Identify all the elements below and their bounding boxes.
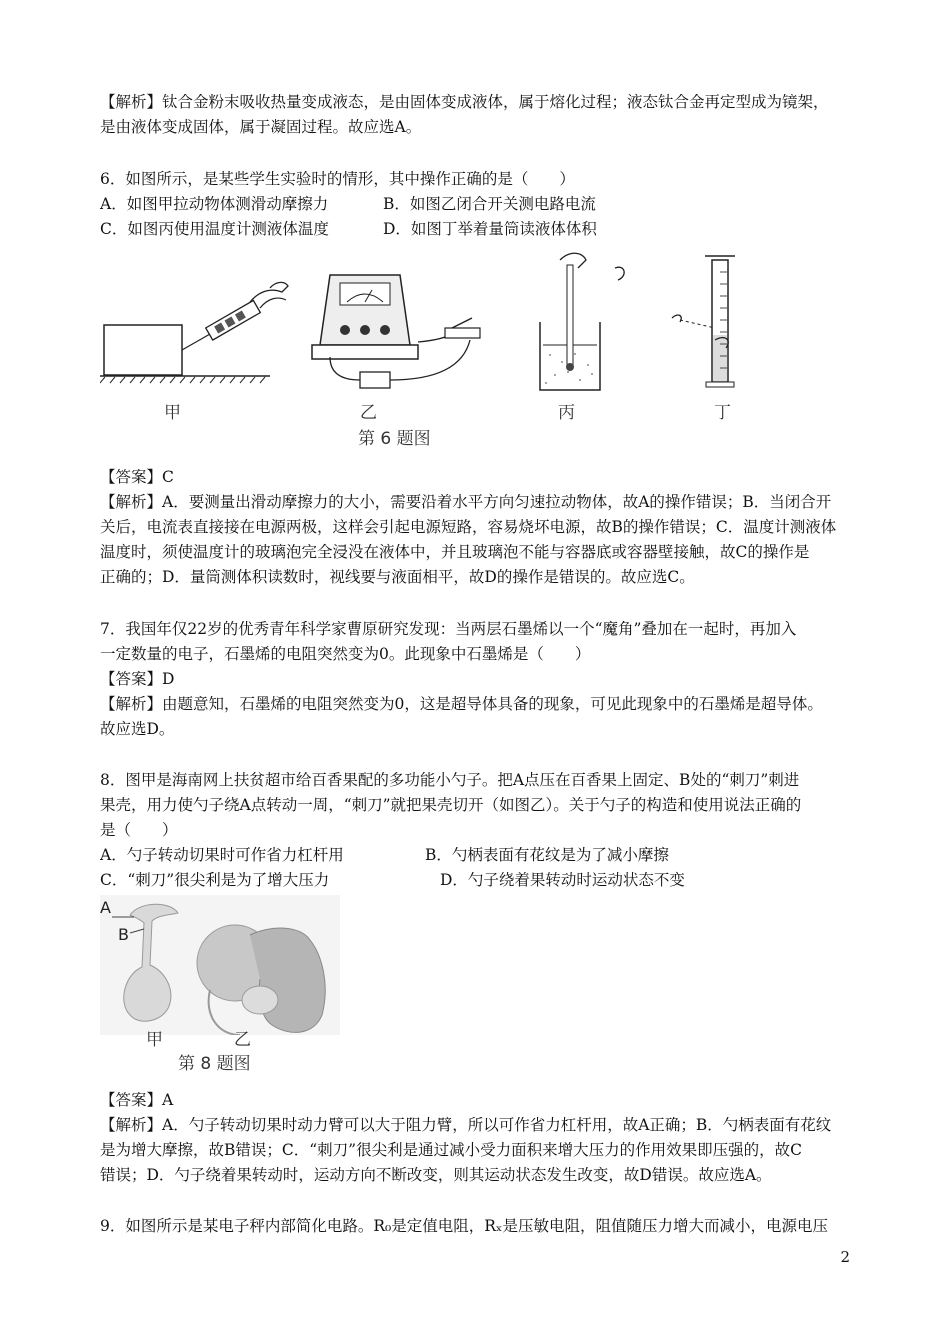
q8-analysis-line2: 是为增大摩擦，故B错误；C．“刺刀”很尖利是通过减小受力面积来增大压力的作用效果即压强的，故C — [100, 1141, 802, 1159]
q8-stem-line1: 8．图甲是海南网上扶贫超市给百香果配的多功能小勺子。把A点压在百香果上固定、B处的“刺刀”刺进 — [100, 771, 800, 789]
q8-figure — [100, 895, 340, 1075]
q6-answer: 【答案】C — [100, 468, 174, 486]
q6-option-c: C．如图丙使用温度计测液体温度 — [100, 220, 329, 238]
fig8-point-b-label: B — [118, 925, 129, 944]
q8-analysis-line1: 【解析】A．勺子转动切果时动力臂可以大于阻力臂，所以可作省力杠杆用，故A正确；B．勺柄表面有花纹 — [100, 1116, 832, 1134]
q9-stem-line1: 9．如图所示是某电子秤内部简化电路。R₀是定值电阻，Rₓ是压敏电阻，阻值随压力增大而减小，电源电压 — [100, 1217, 828, 1235]
q8-option-c: C．“刺刀”很尖利是为了增大压力 — [100, 871, 330, 889]
q6-figure — [100, 250, 740, 450]
q6-analysis-line3: 温度时，须使温度计的玻璃泡完全浸没在液体中，并且玻璃泡不能与容器底或容器壁接触，故C的操作是 — [100, 543, 810, 561]
fig-bing-drawing — [540, 253, 624, 390]
q8-option-a: A．勺子转动切果时可作省力杠杆用 — [100, 846, 344, 864]
q8-analysis-line3: 错误；D．勺子绕着果转动时，运动方向不断改变，则其运动状态发生改变，故D错误。故应选A。 — [100, 1166, 772, 1184]
q8-answer: 【答案】A — [100, 1091, 174, 1109]
q8-figure-caption: 第 8 题图 — [178, 1054, 251, 1074]
q6-figure-caption: 第 6 题图 — [358, 429, 431, 449]
q6-option-d: D．如图丁举着量筒读液体体积 — [383, 220, 597, 238]
q5-analysis-line1: 【解析】钛合金粉末吸收热量变成液态，是由固体变成液体，属于熔化过程；液态钛合金再定型成为镜架， — [100, 93, 829, 111]
fig8-label-yi: 乙 — [234, 1030, 251, 1050]
q6-analysis-line4: 正确的；D．量筒测体积读数时，视线要与液面相平，故D的操作是错误的。故应选C。 — [100, 568, 695, 586]
fig-label-yi: 乙 — [360, 403, 377, 423]
fig-label-ding: 丁 — [714, 403, 731, 423]
fig-yi-drawing — [312, 275, 480, 388]
fig8-point-a-label: A — [100, 898, 111, 917]
q6-analysis-line1: 【解析】A．要测量出滑动摩擦力的大小，需要沿着水平方向匀速拉动物体，故A的操作错误；B．当闭合开 — [100, 493, 832, 511]
fig-label-bing: 丙 — [558, 403, 575, 423]
q5-analysis-line2: 是由液体变成固体，属于凝固过程。故应选A。 — [100, 118, 422, 136]
q7-analysis-line2: 故应选D。 — [100, 720, 175, 738]
q6-option-a: A．如图甲拉动物体测滑动摩擦力 — [100, 195, 329, 213]
q6-option-b: B．如图乙闭合开关测电路电流 — [383, 195, 596, 213]
fig-jia-drawing — [100, 282, 288, 383]
q7-analysis-line1: 【解析】由题意知，石墨烯的电阻突然变为0，这是超导体具备的现象，可见此现象中的石墨烯是超导体。 — [100, 695, 823, 713]
q6-stem: 6．如图所示，是某些学生实验时的情形，其中操作正确的是（ ） — [100, 170, 575, 188]
q8-option-d: D．勺子绕着果转动时运动状态不变 — [440, 871, 685, 889]
q7-answer: 【答案】D — [100, 670, 175, 688]
q7-stem-line2: 一定数量的电子，石墨烯的电阻突然变为0。此现象中石墨烯是（ ） — [100, 645, 591, 663]
fig-label-jia: 甲 — [164, 403, 181, 423]
fig8-label-jia: 甲 — [146, 1030, 163, 1050]
fig-ding-drawing — [672, 256, 735, 387]
page-number: 2 — [840, 1248, 850, 1266]
q8-stem-line3: 是（ ） — [100, 821, 178, 839]
q7-stem-line1: 7．我国年仅22岁的优秀青年科学家曹原研究发现：当两层石墨烯以一个“魔角”叠加在一起时，再加入 — [100, 620, 797, 638]
q6-analysis-line2: 关后，电流表直接接在电源两极，这样会引起电源短路，容易烧坏电源，故B的操作错误；C．温度计测液体 — [100, 518, 837, 536]
q8-stem-line2: 果壳，用力使勺子绕A点转动一周，“刺刀”就把果壳切开（如图乙）。关于勺子的构造和使用说法正确的 — [100, 796, 802, 814]
q8-option-b: B．勺柄表面有花纹是为了减小摩擦 — [425, 846, 669, 864]
